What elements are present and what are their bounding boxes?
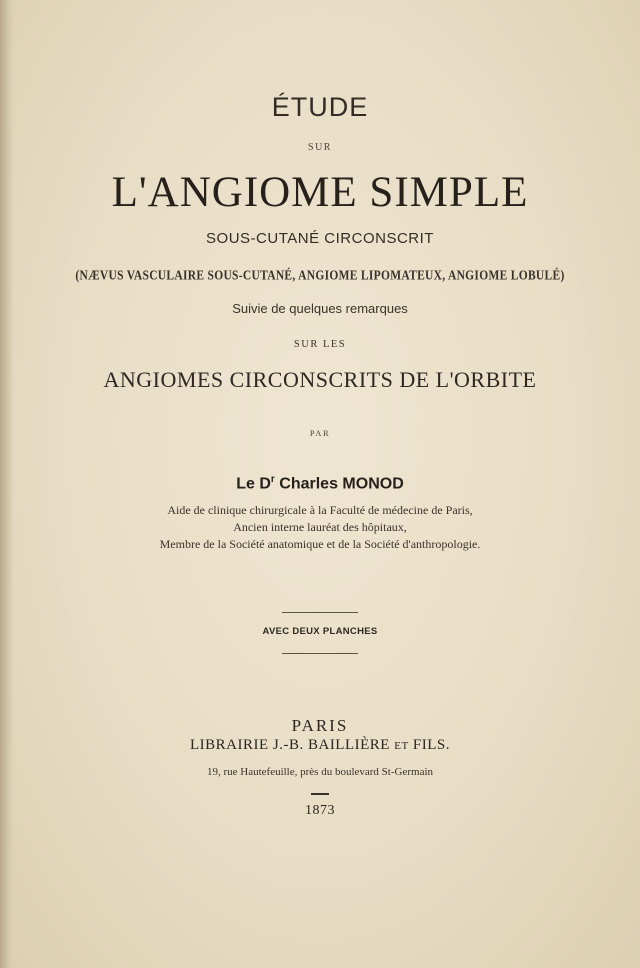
affiliation-line: Ancien interne lauréat des hôpitaux, [233, 520, 407, 534]
affiliation-line: Membre de la Société anatomique et de la Société d'anthropologie. [159, 537, 481, 551]
parenthetical-synonyms: (NÆVUS VASCULAIRE SOUS-CUTANÉ, ANGIOME LIPOMATEUX, ANGIOME LOBULÉ) [75, 269, 565, 283]
heading-etude: ÉTUDE [271, 92, 369, 122]
publisher-name: LIBRAIRIE J.-B. BAILLIÈRE [189, 737, 390, 753]
imprint-publisher [0, 737, 640, 754]
connector-sur: SUR [308, 142, 332, 153]
connector-sur-les: SUR LES [293, 339, 347, 350]
affiliation-line: Aide de clinique chirurgicale à la Faculté de médecine de Paris, [167, 503, 473, 517]
imprint-city: PARIS [291, 716, 349, 735]
publisher-et: ET [394, 740, 409, 752]
plates-note: AVEC DEUX PLANCHES [262, 626, 378, 637]
subtitle: SOUS-CUTANÉ CIRCONSCRIT [206, 230, 434, 247]
divider-rule [282, 612, 358, 613]
main-title: L'ANGIOME SIMPLE [111, 169, 529, 216]
second-title: ANGIOMES CIRCONSCRITS DE L'ORBITE [103, 367, 537, 392]
connector-par: PAR [309, 428, 331, 438]
author-name: Charles MONOD [279, 475, 404, 493]
imprint-year: 1873 [305, 803, 335, 818]
author-prefix: Le D [236, 475, 271, 493]
short-rule [311, 793, 329, 795]
publisher-fils: FILS. [412, 737, 451, 753]
author-line [0, 474, 640, 493]
suivie-line: Suivie de quelques remarques [232, 301, 408, 316]
imprint-address: 19, rue Hautefeuille, près du boulevard St-Germain [206, 766, 434, 778]
divider-rule [282, 653, 358, 654]
author-prefix-sup: r [270, 474, 275, 485]
